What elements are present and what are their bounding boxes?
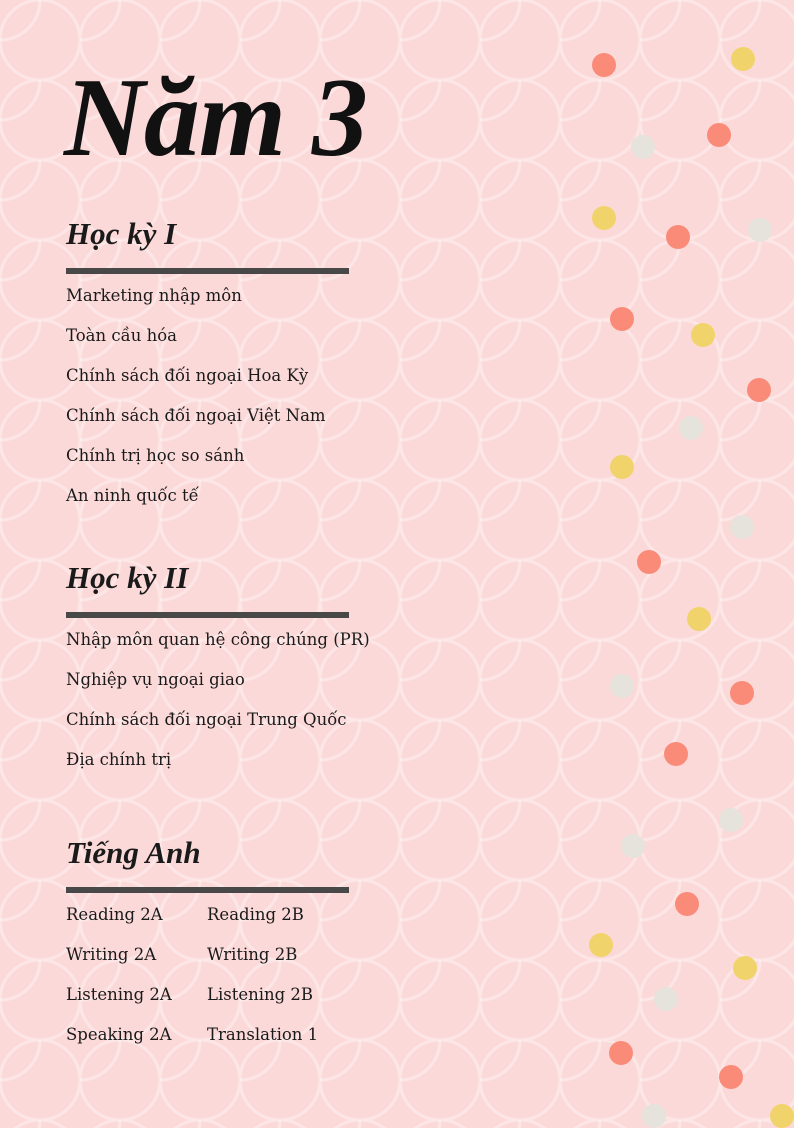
decorative-dot <box>609 1041 633 1065</box>
decorative-dot <box>707 123 731 147</box>
english-course-item: Translation 1 <box>207 1025 319 1044</box>
course-item: Địa chính trị <box>66 750 172 769</box>
semester-2-section <box>66 560 370 790</box>
decorative-dot <box>675 892 699 916</box>
decorative-dot <box>770 1104 794 1128</box>
semester-1-heading: Học kỳ I <box>66 216 177 251</box>
course-item: An ninh quốc tế <box>66 486 199 505</box>
decorative-dot <box>730 515 754 539</box>
english-heading: Tiếng Anh <box>66 835 201 870</box>
page-title: Năm 3 <box>64 56 367 180</box>
decorative-dot <box>664 742 688 766</box>
decorative-dot <box>654 987 678 1011</box>
course-item: Chính sách đối ngoại Hoa Kỳ <box>66 366 309 385</box>
english-course-grid <box>66 905 350 1065</box>
decorative-dot <box>610 674 634 698</box>
semester-2-heading: Học kỳ II <box>66 560 189 595</box>
decorative-dot <box>610 307 634 331</box>
semester-2-divider <box>66 612 349 618</box>
course-item: Nghiệp vụ ngoại giao <box>66 670 245 689</box>
decorative-dot <box>719 1065 743 1089</box>
english-course-item: Reading 2A <box>66 905 163 924</box>
decorative-dot <box>621 834 645 858</box>
english-course-item: Listening 2B <box>207 985 314 1004</box>
english-course-item: Writing 2A <box>66 945 157 964</box>
english-divider <box>66 887 349 893</box>
decorative-dot <box>719 808 743 832</box>
english-course-item: Writing 2B <box>207 945 298 964</box>
decorative-dot <box>666 225 690 249</box>
course-item: Marketing nhập môn <box>66 286 242 305</box>
decorative-dot <box>610 455 634 479</box>
decorative-dot <box>592 206 616 230</box>
decorative-dot <box>687 607 711 631</box>
semester-1-section <box>66 216 350 526</box>
course-item: Nhập môn quan hệ công chúng (PR) <box>66 630 370 649</box>
english-section <box>66 835 350 1065</box>
semester-2-course-list <box>66 630 370 790</box>
decorative-dot <box>748 218 772 242</box>
course-item: Toàn cầu hóa <box>66 326 177 345</box>
semester-1-course-list <box>66 286 350 526</box>
decorative-dot <box>589 933 613 957</box>
decorative-dot <box>747 378 771 402</box>
course-item: Chính sách đối ngoại Việt Nam <box>66 406 326 425</box>
decorative-dot <box>730 681 754 705</box>
decorative-dot <box>691 323 715 347</box>
decorative-dot <box>637 550 661 574</box>
decorative-dot <box>733 956 757 980</box>
english-course-item: Reading 2B <box>207 905 304 924</box>
semester-1-divider <box>66 268 349 274</box>
course-item: Chính trị học so sánh <box>66 446 245 465</box>
decorative-dot <box>642 1104 666 1128</box>
english-course-item: Speaking 2A <box>66 1025 172 1044</box>
decorative-dot <box>631 135 655 159</box>
decorative-dot <box>592 53 616 77</box>
course-item: Chính sách đối ngoại Trung Quốc <box>66 710 347 729</box>
decorative-dot <box>731 47 755 71</box>
decorative-dot <box>679 416 703 440</box>
english-course-item: Listening 2A <box>66 985 172 1004</box>
